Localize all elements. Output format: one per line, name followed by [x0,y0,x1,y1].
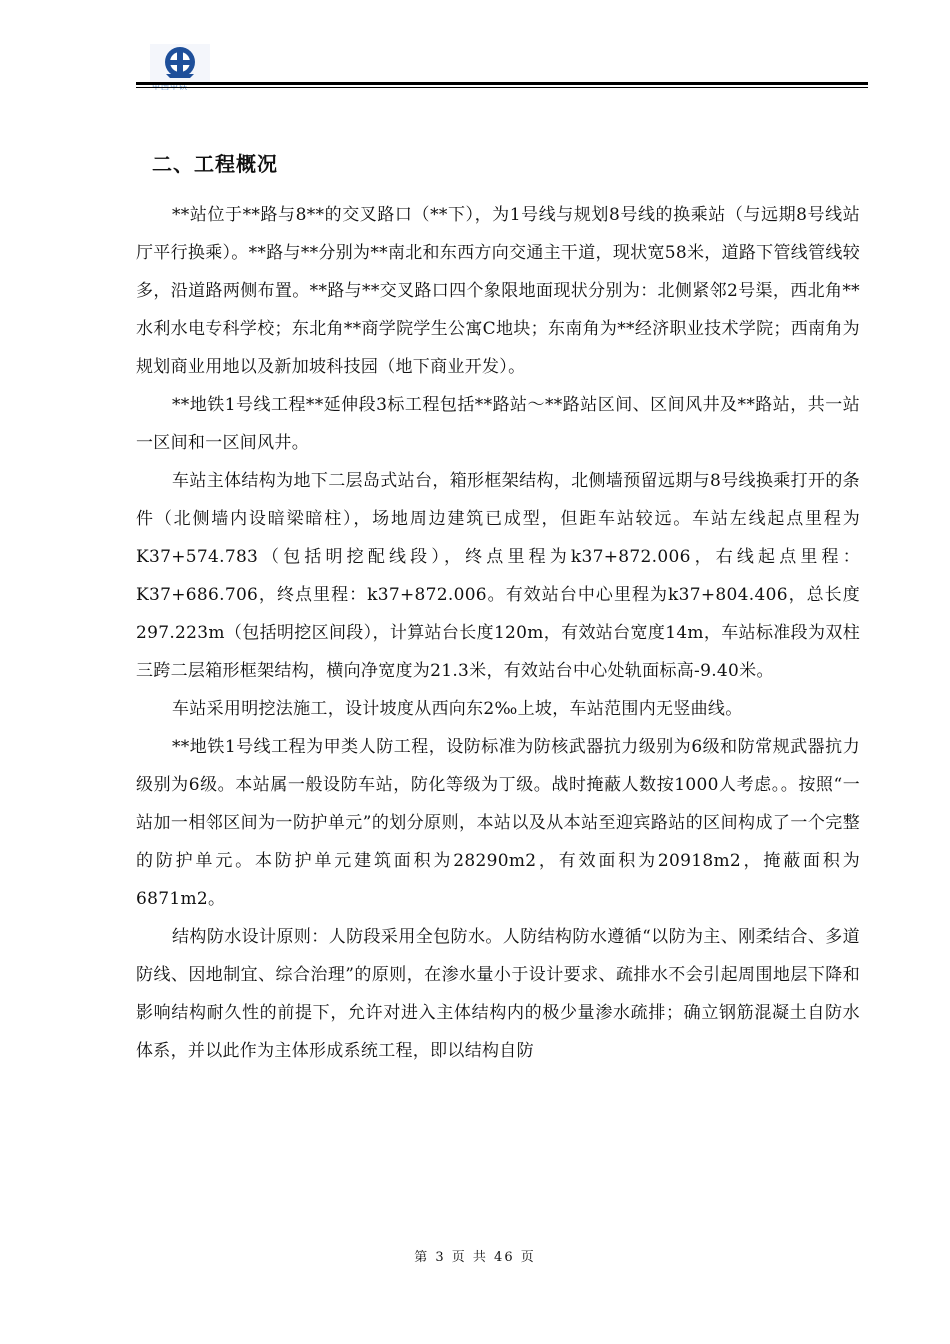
paragraph: 车站主体结构为地下二层岛式站台，箱形框架结构，北侧墙预留远期与8号线换乘打开的条件（北侧墙内设暗梁暗柱），场地周边建筑已成型，但距车站较远。车站左线起点里程为K37+574.783（包括明挖配线段），终点里程为k37+872.006，右线起点里程：K37+686.706，终点里程：k37+872.006。有效站台中心里程为k37+804.406，总长度297.223m（包括明挖区间段），计算站台长度120m，有效站台宽度14m，车站标准段为双柱三跨二层箱形框架结构，横向净宽度为21.3米，有效站台中心处轨面标高-9.40米。 [136,471,860,681]
paragraph: **地铁1号线工程**延伸段3标工程包括**路站～**路站区间、区间风井及**路站，共一站一区间和一区间风井。 [136,395,860,453]
body-text [136,196,860,1070]
header-rule-thick [136,82,868,85]
header-rule-thin [136,87,868,88]
paragraph: 车站采用明挖法施工，设计坡度从西向东2‰上坡，车站范围内无竖曲线。 [172,699,743,719]
paragraph: **地铁1号线工程为甲类人防工程，设防标准为防核武器抗力级别为6级和防常规武器抗力级别为6级。本站属一般设防车站，防化等级为丁级。战时掩蔽人数按1000人考虑。。按照“一站加一相邻区间为一防护单元”的划分原则，本站以及从本站至迎宾路站的区间构成了一个完整的防护单元。本防护单元建筑面积为28290m2，有效面积为20918m2，掩蔽面积为6871m2。 [136,737,860,909]
page-footer: 第 3 页 共 46 页 [414,1250,536,1265]
paragraph: 结构防水设计原则：人防段采用全包防水。人防结构防水遵循“以防为主、刚柔结合、多道防线、因地制宜、综合治理”的原则，在渗水量小于设计要求、疏排水不会引起周围地层下降和影响结构耐久性的前提下，允许对进入主体结构内的极少量渗水疏排；确立钢筋混凝土自防水体系，并以此作为主体形成系统工程，即以结构自防 [136,927,860,1061]
paragraph: **站位于**路与8**的交叉路口（**下），为1号线与规划8号线的换乘站（与远期8号线站厅平行换乘）。**路与**分别为**南北和东西方向交通主干道，现状宽58米，道路下管线管线较多，沿道路两侧布置。**路与**交叉路口四个象限地面现状分别为：北侧紧邻2号渠，西北角**水利水电专科学校；东北角**商学院学生公寓C地块；东南角为**经济职业技术学院；西南角为规划商业用地以及新加坡科技园（地下商业开发）。 [136,205,860,377]
page-header [0,0,950,100]
section-title: 二、工程概况 [152,152,278,176]
